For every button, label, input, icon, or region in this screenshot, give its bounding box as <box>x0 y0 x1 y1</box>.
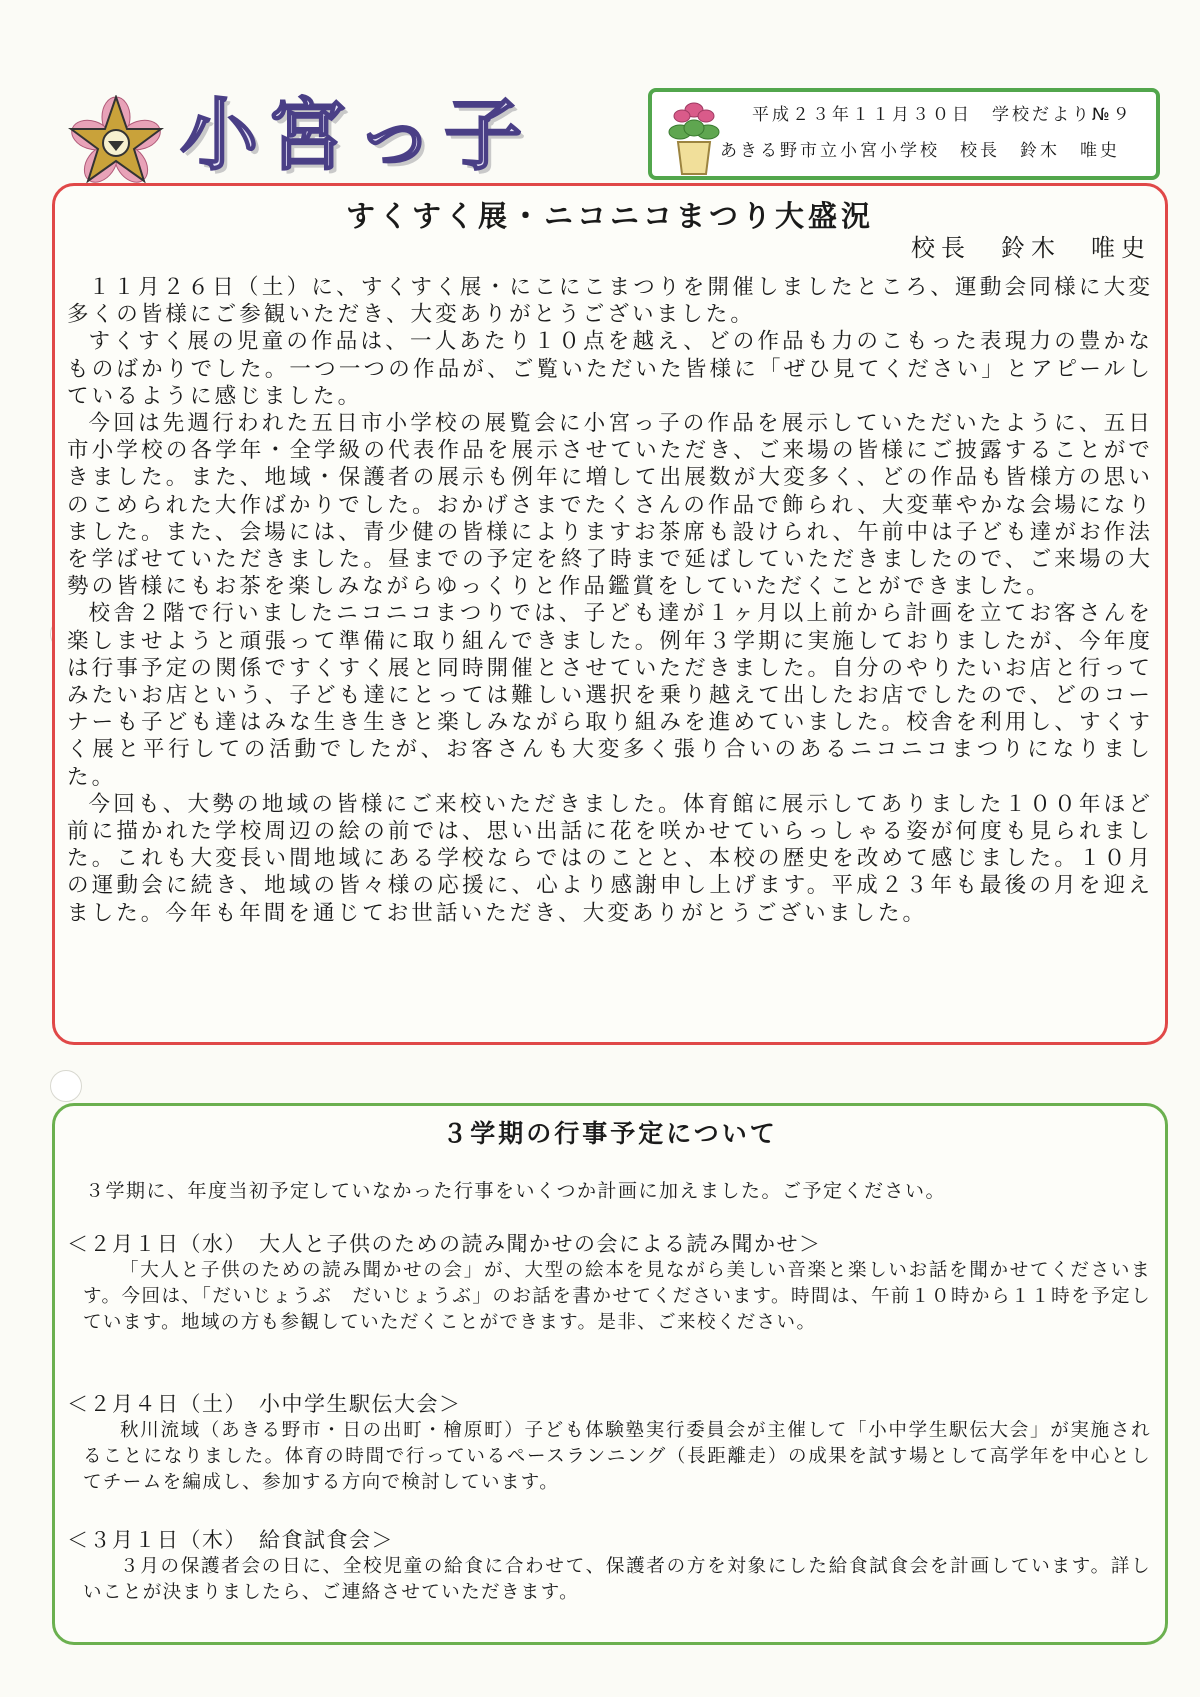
newsletter-title: 小宮っ子 <box>180 91 533 181</box>
event-heading: ＜２月４日（土） 小中学生駅伝大会＞ <box>67 1392 462 1416</box>
article-paragraph: 今回も、大勢の地域の皆様にご来校いただきました。体育館に展示してありました１００年ほど前に描かれた学校周辺の絵の前では、思い出話に花を咲かせていらっしゃる姿が何度も見られました。これも大変長い間地域にある学校ならではのことと、本校の歴史を改めて感じました。１０月の運動会に続き、地域の皆々様の応援に、心より感謝申し上げます。平成２３年も最後の月を迎えました。今年も年間を通じてお世話いただき、大変ありがとうございました。 <box>67 791 1153 926</box>
schedule-title: ３学期の行事予定について <box>442 1119 778 1148</box>
schedule-event <box>67 1526 1151 1606</box>
article-paragraph: 校舎２階で行いましたニコニコまつりでは、子ども達が１ヶ月以上前から計画を立てお客さんを楽しませようと頑張って準備に取り組んできました。例年３学期に実施しておりましたが、今年度は行事予定の関係ですくすく展と同時開催とさせていただきました。自分のやりたいお店と行ってみたいお店という、子ども達にとっては難しい選択を乗り越えて出したお店でしたので、どのコーナーも子ども達はみな生き生きと楽しみながら取り組みを進めていました。校舎を利用し、すくすく展と平行しての活動でしたが、お客さんも大変多く張り合いのあるニコニコまつりになりました。 <box>67 601 1153 790</box>
article-paragraph: １１月２６日（土）に、すくすく展・にこにこまつりを開催しましたところ、運動会同様に大変多くの皆様にご参観いただき、大変ありがとうございました。 <box>67 275 1153 328</box>
schedule-event <box>67 1230 1151 1336</box>
article-box <box>52 183 1168 1045</box>
article-author: 校長 鈴木 唯史 <box>911 234 1151 262</box>
event-heading: ＜３月１日（木） 給食試食会＞ <box>67 1528 394 1552</box>
issue-date: 平成２３年１１月３０日 学校だより№９ <box>752 105 1133 125</box>
article-body <box>67 274 1153 927</box>
issue-info-box <box>648 88 1160 180</box>
event-description: 「大人と子供のための読み聞かせの会」が、大型の絵本を見ながら美しい音楽と楽しいお話を聞かせてくださいます。今回は、「だいじょうぶ だいじょうぶ」のお話を書かせてくださいます。時間は、午前１０時から１１時を予定しています。地域の方も参観していただくことができます。是非、ご来校ください。 <box>83 1260 1151 1333</box>
event-description: 秋川流域（あきる野市・日の出町・檜原町）子ども体験塾実行委員会が主催して「小中学生駅伝大会」が実施されることになりました。体育の時間で行っているペースランニング（長距離走）の成果を試す場として高学年を中心としてチームを編成し、参加する方向で検討しています。 <box>83 1420 1151 1493</box>
article-title: すくすく展・ニコニコまつり大盛況 <box>345 199 874 233</box>
event-heading: ＜２月１日（水） 大人と子供のための読み聞かせの会による読み聞かせ＞ <box>67 1232 822 1256</box>
potted-plant-icon <box>664 98 724 176</box>
schedule-box <box>52 1103 1168 1645</box>
article-paragraph: 今回は先週行われた五日市小学校の展覧会に小宮っ子の作品を展示していただいたように、五日市小学校の各学年・全学級の代表作品を展示させていただき、ご来場の皆様にご披露することができました。また、地域・保護者の展示も例年に増して出展数が大変多く、どの作品も皆様方の思いのこめられた大作ばかりでした。おかげさまでたくさんの作品で飾られ、大変華やかな会場になりました。また、会場には、青少健の皆様によりますお茶席も設けられ、午前中は子ども達がお作法を学ばせていただきました。昼までの予定を終了時まで延ばしていただきましたので、ご来場の大勢の皆様にもお茶を楽しみながらゆっくりと作品鑑賞をしていただくことができました。 <box>67 411 1153 600</box>
school-emblem-icon <box>68 95 164 191</box>
school-principal-line: あきる野市立小宮小学校 校長 鈴木 唯史 <box>720 141 1120 161</box>
article-paragraph: すくすく展の児童の作品は、一人あたり１０点を越え、どの作品も力のこもった表現力の豊かなものばかりでした。一つ一つの作品が、ご覧いただいた皆様に「ぜひ見てください」とアピールしているように感じました。 <box>67 329 1153 409</box>
schedule-intro: ３学期に、年度当初予定していなかった行事をいくつか計画に加えました。ご予定ください。 <box>85 1180 947 1202</box>
schedule-event <box>67 1390 1151 1496</box>
punch-hole <box>50 1070 82 1102</box>
event-description: ３月の保護者会の日に、全校児童の給食に合わせて、保護者の方を対象にした給食試食会を計画しています。詳しいことが決まりましたら、ご連絡させていただきます。 <box>83 1556 1151 1603</box>
